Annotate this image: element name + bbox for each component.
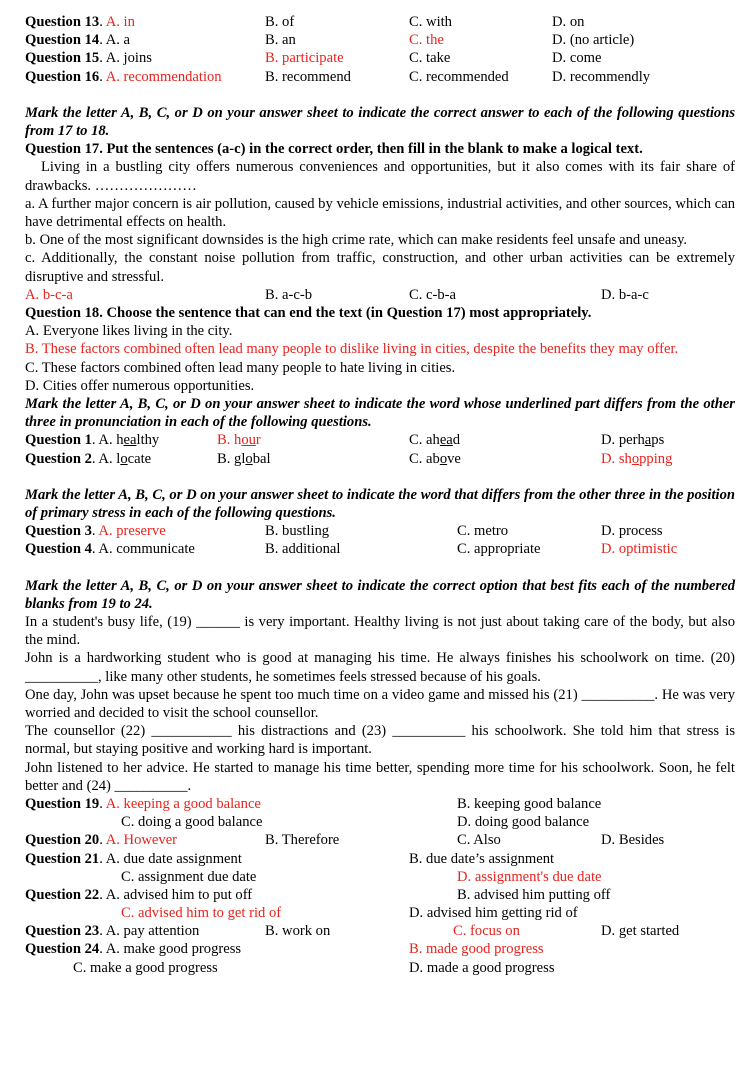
question-22: Question 22. A. advised him to put off B. advised him putting off [25, 886, 611, 903]
option-b: B. of [265, 14, 295, 30]
question-label: Question 22 [25, 886, 100, 903]
question-21: Question 21. A. due date assignment B. due date’s assignment [25, 850, 555, 867]
option-a: A. preserve [98, 523, 166, 540]
option-b: B. recommend [265, 68, 351, 85]
option-d: D. advised him getting rid of [409, 905, 578, 922]
question-label: Question 4 [25, 541, 92, 558]
option-b: B. advised him putting off [457, 886, 611, 903]
option-d: D. b-a-c [601, 286, 649, 303]
option-d: D. shopping [601, 450, 673, 467]
question-16: Question 16. A. recommendation B. recommend C. recommended D. recommendly [25, 68, 651, 85]
option-c: C. above [409, 450, 461, 467]
question-label: Question 13 [25, 14, 100, 30]
option-a: A. b-c-a [25, 286, 73, 303]
option-b: B. bustling [265, 523, 330, 540]
option-b: B. global [217, 450, 271, 467]
option-b: B. an [265, 32, 296, 49]
option-c: C. metro [457, 523, 509, 540]
option-c: C. take [409, 50, 451, 67]
option-a: A. healthy [98, 432, 160, 449]
sentence-a: a. A further major concern is air pollution, caused by vehicle emissions, industrial activities, and other sources, which can have detrimental effects on health. [25, 195, 735, 230]
option-d: D. come [552, 50, 602, 67]
option-d: D. on [552, 14, 585, 30]
sentence-b: b. One of the most significant downsides is the high crime rate, which can make residents feel unsafe and uneasy. [25, 232, 688, 249]
question-label: Question 24 [25, 941, 100, 958]
cloze-paragraph-5: John listened to her advice. He started to manage his time better, spending more time for his schoolwork. Soon, he felt better and (24) __________. [25, 759, 735, 794]
option-c: C. Also [457, 832, 501, 849]
option-b: B. hour [217, 432, 261, 449]
option-d: D. doing good balance [457, 814, 590, 831]
cloze-paragraph-1: In a student's busy life, (19) ______ is very important. Healthy living is not just about taking care of the body, but also the mind. [25, 613, 735, 649]
option-b: B. made good progress [409, 941, 544, 958]
option-c: C. focus on [453, 923, 520, 940]
question-21-row-2 [25, 868, 735, 886]
question-3: Question 3. A. preserve B. bustling C. metro D. process [25, 523, 663, 540]
option-a: A. recommendation [105, 68, 222, 85]
question-22-row-2 [25, 904, 735, 922]
question-label: Question 15 [25, 50, 100, 67]
option-c: C. make a good progress [73, 959, 218, 976]
option-d: D. made a good progress [409, 959, 555, 976]
option-b: B. due date’s assignment [409, 850, 555, 867]
question-20: Question 20. A. However B. Therefore C. Also D. Besides [25, 832, 665, 849]
question-label: Question 14 [25, 32, 100, 49]
option-b: B. Therefore [265, 832, 340, 849]
question-4: Question 4. A. communicate B. additional C. appropriate D. optimistic [25, 541, 678, 558]
question-19: Question 19. A. keeping a good balance B. keeping good balance [25, 795, 602, 812]
instruction-stress: Mark the letter A, B, C, or D on your answer sheet to indicate the word that differs from the other three in the position of primary stress in each of the following questions. [25, 486, 735, 521]
question-23: Question 23. A. pay attention B. work on C. focus on D. get started [25, 923, 680, 940]
option-a: A. a [105, 32, 131, 49]
sentence-c: c. Additionally, the constant noise pollution from traffic, construction, and other urban activities can be extremely disruptive and stressful. [25, 250, 735, 285]
option-a: A. locate [98, 450, 152, 467]
cloze-paragraph-4: The counsellor (22) ___________ his distractions and (23) __________ his schoolwork. She told him that stress is normal, but staying positive and working hard is important. [25, 723, 735, 758]
option-d: D. Cities offer numerous opportunities. [25, 377, 255, 394]
question-2: Question 2. A. locate B. global C. above D. shopping [25, 450, 673, 467]
option-d: D. Besides [601, 832, 665, 849]
option-a: A. advised him to put off [105, 886, 253, 903]
instruction-cloze: Mark the letter A, B, C, or D on your answer sheet to indicate the correct option that best fits each of the numbered blanks from 19 to 24. [25, 577, 735, 612]
question-label: Question 21 [25, 850, 100, 867]
question-13: Question 13. A. in B. of C. with D. on [25, 14, 585, 30]
question-18-title: Question 18. Choose the sentence that can end the text (in Question 17) most appropriately. [25, 304, 592, 321]
option-c: C. advised him to get rid of [121, 905, 282, 922]
option-d: D. get started [601, 923, 680, 940]
option-a: A. keeping a good balance [105, 795, 261, 812]
question-label: Question 20 [25, 832, 100, 849]
question-1: Question 1. A. healthy B. hour C. ahead D. perhaps [25, 432, 665, 449]
question-17-passage: Living in a bustling city offers numerous conveniences and opportunities, but it also comes with its fair share of drawbacks. ………………… [25, 159, 735, 194]
option-c: C. c-b-a [409, 286, 457, 303]
option-b: B. additional [265, 541, 341, 558]
option-b: B. participate [265, 50, 344, 67]
option-d: D. recommendly [552, 68, 651, 85]
option-a: A. communicate [98, 541, 195, 558]
option-b: B. These factors combined often lead many people to dislike living in cities, despite the benefits they may offer. [25, 341, 679, 358]
option-a: A. due date assignment [105, 850, 242, 867]
question-19-row-2 [25, 813, 735, 831]
question-15: Question 15. A. joins B. participate C. take D. come [25, 50, 602, 67]
option-d: D. (no article) [552, 32, 635, 49]
option-a: A. Everyone likes living in the city. [25, 323, 233, 340]
instruction-pronunciation: Mark the letter A, B, C, or D on your answer sheet to indicate the word whose underlined part differs from the other three in pronunciation in each of the following questions. [25, 395, 735, 431]
question-24-row-2 [25, 959, 735, 977]
question-label: Question 2 [25, 450, 92, 467]
option-c: C. ahead [409, 432, 461, 449]
option-c: C. assignment due date [121, 868, 257, 885]
cloze-paragraph-3: One day, John was upset because he spent too much time on a video game and missed his (21) __________. He was very worried and decided to visit the school counsellor. [25, 686, 735, 721]
option-d: D. perhaps [601, 432, 665, 449]
option-c: C. doing a good balance [121, 814, 263, 831]
option-c: C. with [409, 14, 452, 30]
option-b: B. work on [265, 923, 331, 940]
option-a: A. However [105, 832, 178, 849]
question-24: Question 24. A. make good progress B. made good progress [25, 941, 544, 958]
question-17-options [25, 286, 735, 304]
option-b: B. keeping good balance [457, 795, 602, 812]
option-d: D. optimistic [601, 541, 678, 558]
option-a: A. in [105, 14, 135, 30]
option-c: C. appropriate [457, 541, 541, 558]
instruction-17-18: Mark the letter A, B, C, or D on your answer sheet to indicate the correct answer to each of the following questions from 17 to 18. [25, 104, 735, 139]
cloze-paragraph-2: John is a hardworking student who is good at managing his time. He always finishes his schoolwork on time. (20) __________, like many other students, he sometimes feels stressed because of his goals. [25, 650, 735, 685]
option-c: C. recommended [409, 68, 509, 85]
question-14: Question 14. A. a B. an C. the D. (no article) [25, 32, 635, 49]
question-17-title: Question 17. Put the sentences (a-c) in the correct order, then fill in the blank to make a logical text. [25, 141, 643, 158]
question-label: Question 3 [25, 523, 92, 540]
option-a: A. joins [105, 50, 152, 67]
option-a: A. make good progress [105, 941, 242, 958]
exam-page [25, 13, 735, 977]
question-label: Question 1 [25, 432, 92, 449]
question-label: Question 19 [25, 795, 100, 812]
option-d: D. assignment's due date [457, 868, 602, 885]
option-b: B. a-c-b [265, 286, 313, 303]
question-label: Question 23 [25, 923, 100, 940]
option-a: A. pay attention [105, 923, 200, 940]
question-label: Question 16 [25, 68, 100, 85]
option-d: D. process [601, 523, 663, 540]
option-c: C. These factors combined often lead many people to hate living in cities. [25, 359, 456, 376]
option-c: C. the [409, 32, 444, 49]
